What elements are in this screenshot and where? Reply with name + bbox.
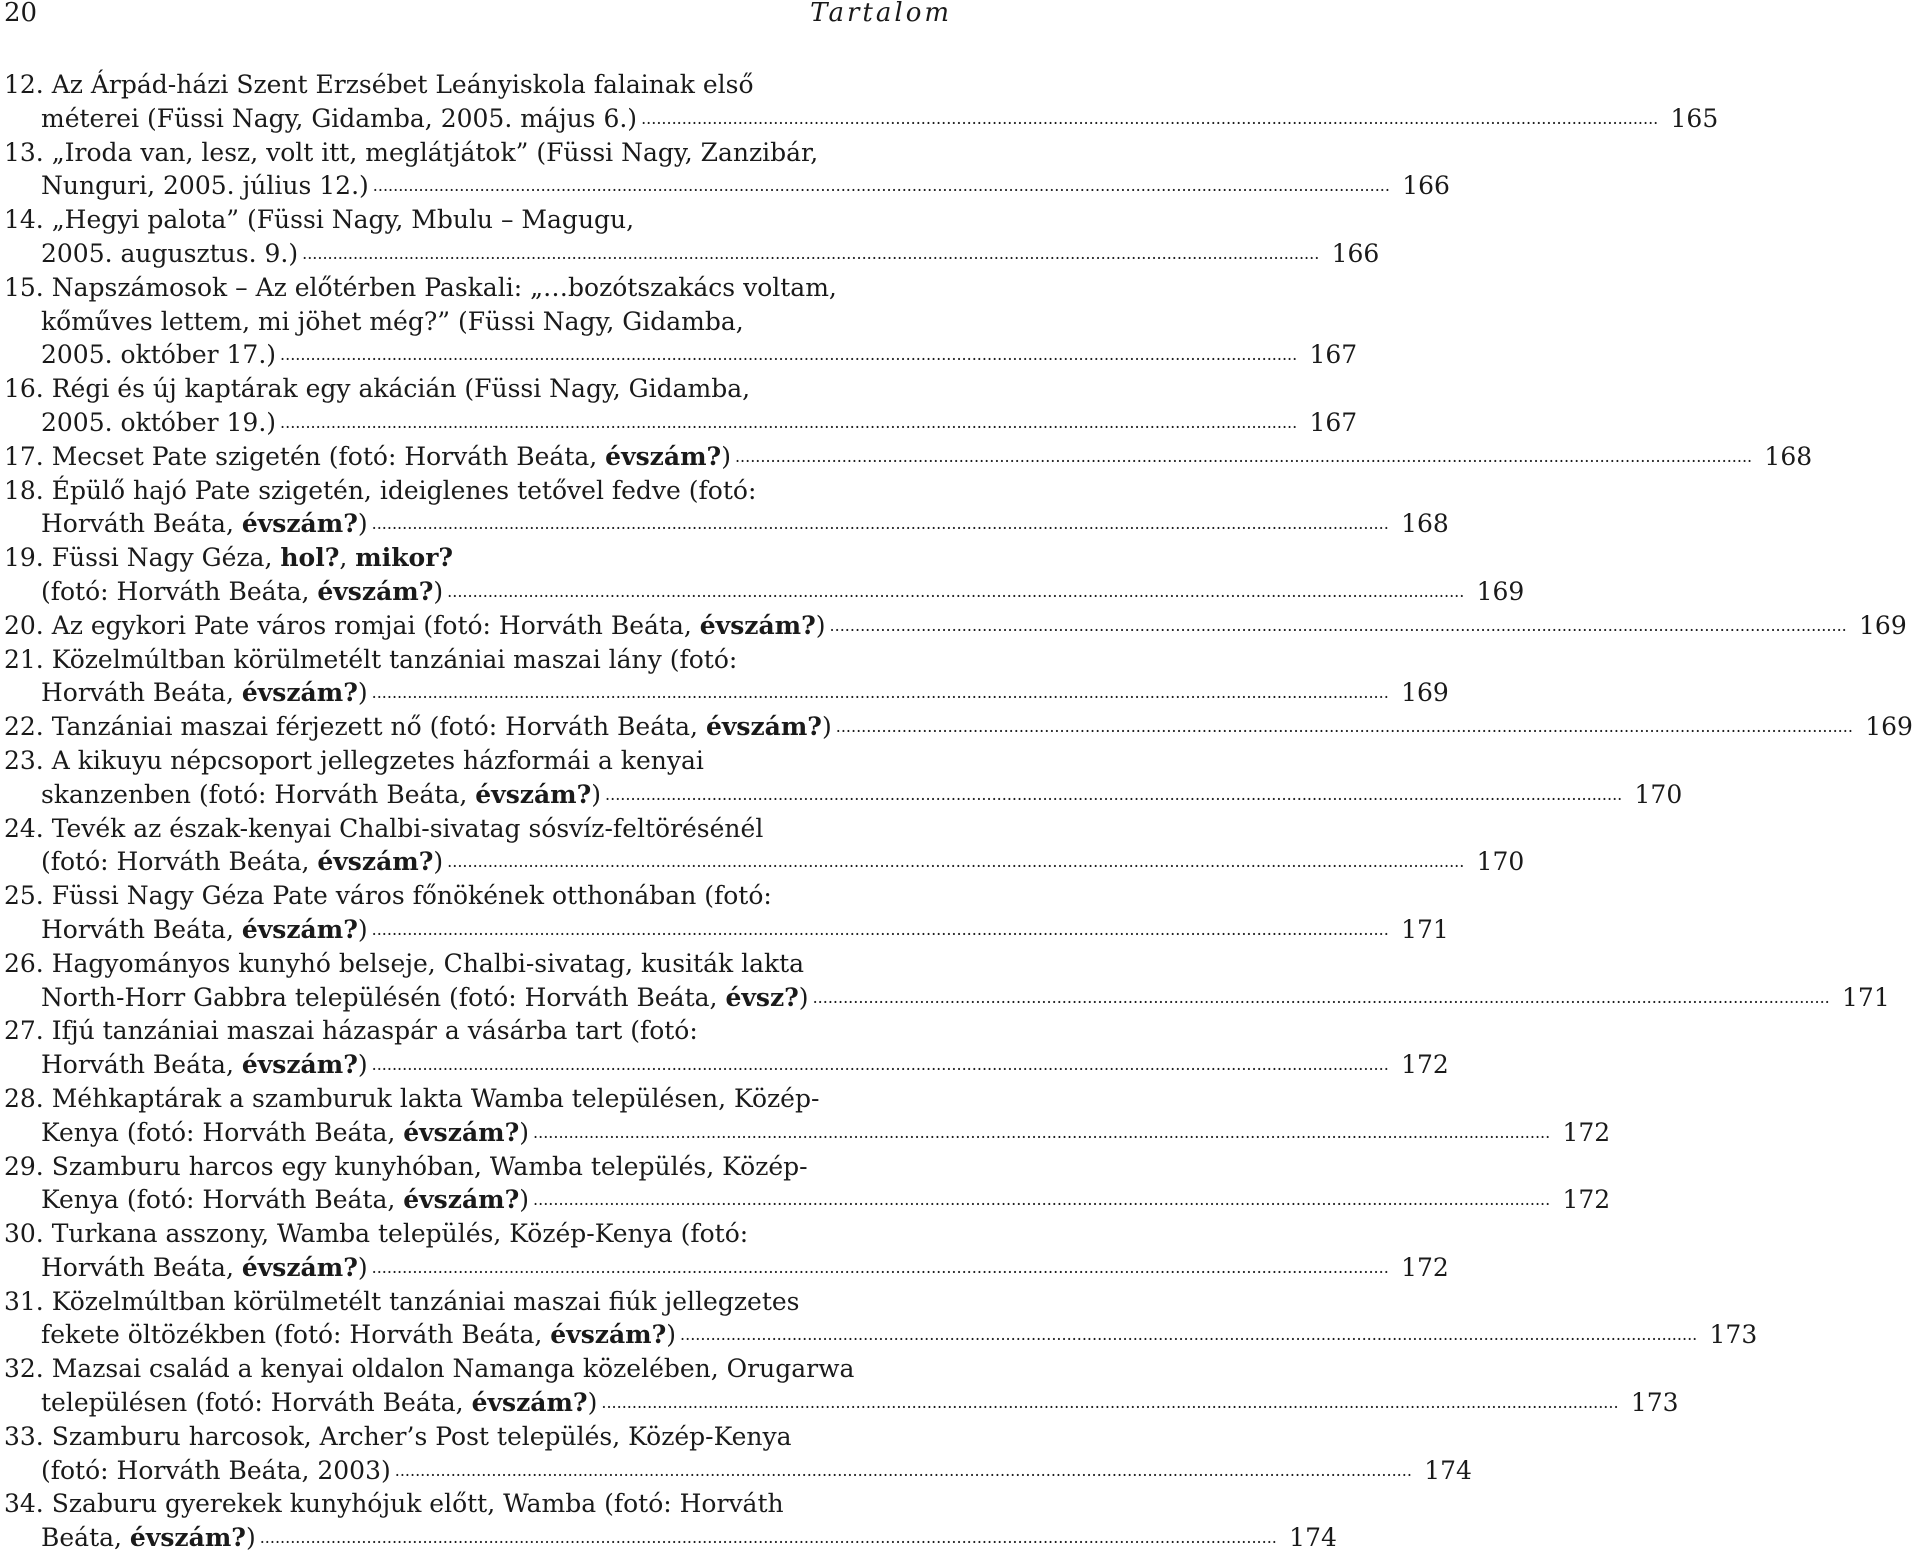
toc-page-number: 168 [1401, 509, 1449, 539]
section-title: Tartalom [810, 0, 952, 28]
toc-entry-text: 2005. október 19.) [41, 407, 277, 437]
bold-text: évszám? [317, 847, 434, 877]
toc-entry-line: 15. Napszámosok – Az előtérben Paskali: „…bozótszakács voltam, [4, 272, 837, 302]
dot-leader: ........................................................................................................................................................................................................ [371, 1257, 1389, 1277]
toc-page-number: 166 [1331, 238, 1380, 268]
toc-entry-line [4, 237, 1380, 271]
toc-entry-line [4, 1454, 1472, 1488]
toc-entry-text: 17. Mecset Pate szigetén (fotó: Horváth Beáta, évszám?) [4, 441, 731, 471]
bold-text: évszám? [241, 914, 358, 944]
toc-entry-line [4, 1183, 1611, 1217]
bold-text: évszám? [475, 779, 592, 809]
toc-entry [4, 1420, 1472, 1488]
toc-page-number: 165 [1670, 103, 1719, 133]
toc-entry-line: 32. Mazsai család a kenyai oldalon Namanga közelében, Orugarwa [4, 1354, 855, 1384]
toc-page-number: 171 [1842, 982, 1890, 1012]
toc-entry-line: 33. Szamburu harcosok, Archer’s Post település, Közép-Kenya [4, 1421, 792, 1451]
dot-leader: ........................................................................................................................................................................................................ [447, 852, 1465, 872]
toc-entry-text: méterei (Füssi Nagy, Gidamba, 2005. május 6.) [41, 103, 638, 133]
toc-page-number: 173 [1709, 1320, 1758, 1350]
toc-entry-line: 19. Füssi Nagy Géza, hol?, mikor? [4, 543, 454, 573]
toc-page-number: 170 [1476, 847, 1525, 877]
dot-leader: ........................................................................................................................................................................................................ [302, 243, 1320, 263]
toc-entry-text: Horváth Beáta, évszám?) [41, 509, 368, 539]
toc-page-number: 169 [1401, 678, 1449, 708]
toc-entry-line [4, 676, 1449, 710]
toc-entry [4, 1014, 1449, 1082]
dot-leader: ........................................................................................................................................................................................................ [394, 1460, 1412, 1480]
toc-entry-text: 2005. október 17.) [41, 340, 277, 370]
toc-entry-line: 23. A kikuyu népcsoport jellegzetes házformái a kenyai [4, 745, 704, 775]
toc-entry [4, 710, 1913, 744]
toc-entry-line: kőműves lettem, mi jöhet még?” (Füssi Nagy, Gidamba, [41, 306, 744, 336]
bold-text: évszám? [403, 1185, 520, 1215]
toc-entry-text: Beáta, évszám?) [41, 1523, 256, 1553]
dot-leader: ........................................................................................................................................................................................................ [829, 615, 1847, 635]
toc-page-number: 174 [1424, 1455, 1472, 1485]
running-header [0, 0, 960, 30]
toc-entry-line: 27. Ifjú tanzániai maszai házaspár a vásárba tart (fotó: [4, 1016, 698, 1046]
dot-leader: ........................................................................................................................................................................................................ [372, 176, 1390, 196]
page-number: 20 [4, 0, 38, 28]
toc-entry [4, 474, 1449, 542]
toc-entry-line: 31. Közelmúltban körülmetélt tanzániai maszai fiúk jellegzetes [4, 1286, 800, 1316]
toc-entry-text: Horváth Beáta, évszám?) [41, 914, 368, 944]
toc-entry [4, 1487, 1337, 1555]
bold-text: évszám? [605, 441, 722, 471]
toc-entry-line [4, 1251, 1449, 1285]
toc-entry-line [4, 913, 1449, 947]
toc-entry-line [4, 710, 1913, 744]
toc-entry-text: Nunguri, 2005. július 12.) [41, 171, 369, 201]
toc-entry [4, 203, 1380, 271]
toc-entry-text: skanzenben (fotó: Horváth Beáta, évszám?) [41, 779, 602, 809]
toc-entry-line: 34. Szaburu gyerekek kunyhójuk előtt, Wamba (fotó: Horváth [4, 1489, 784, 1519]
toc-page-number: 169 [1476, 576, 1525, 606]
toc-entry [4, 744, 1683, 812]
toc-entry-line: 29. Szamburu harcos egy kunyhóban, Wamba település, Közép- [4, 1151, 808, 1181]
dot-leader: ........................................................................................................................................................................................................ [835, 717, 1853, 737]
toc-entry [4, 271, 1358, 372]
toc-entry-text: (fotó: Horváth Beáta, évszám?) [41, 576, 444, 606]
dot-leader: ........................................................................................................................................................................................................ [812, 987, 1830, 1007]
toc-entry-text: Horváth Beáta, évszám?) [41, 1252, 368, 1282]
toc-entry-line: 21. Közelmúltban körülmetélt tanzániai maszai lány (fotó: [4, 644, 738, 674]
toc-entry [4, 879, 1449, 947]
dot-leader: ........................................................................................................................................................................................................ [680, 1325, 1698, 1345]
toc-entry-line: 28. Méhkaptárak a szamburuk lakta Wamba településen, Közép- [4, 1083, 820, 1113]
toc-entry [4, 1352, 1679, 1420]
toc-page-number: 168 [1764, 441, 1813, 471]
toc-entry-line [4, 1116, 1611, 1150]
toc-page-number: 173 [1630, 1388, 1679, 1418]
toc-entry-line [4, 845, 1525, 879]
toc-entry-line [4, 406, 1358, 440]
toc-page-number: 172 [1401, 1252, 1449, 1282]
toc-entry-text: 2005. augusztus. 9.) [41, 238, 299, 268]
toc-entry-line [4, 338, 1358, 372]
bold-text: évszám? [241, 1050, 358, 1080]
toc-entry [4, 372, 1358, 440]
toc-entry-line: 26. Hagyományos kunyhó belseje, Chalbi-sivatag, kusiták lakta [4, 948, 805, 978]
toc-entry-line: 25. Füssi Nagy Géza Pate város főnökének otthonában (fotó: [4, 881, 772, 911]
toc-entry-line [4, 440, 1813, 474]
toc-entry-line: 24. Tevék az észak-kenyai Chalbi-sivatag sósvíz-feltörésénél [4, 813, 764, 843]
bold-text: évszám? [471, 1388, 588, 1418]
toc-entry-line [4, 102, 1719, 136]
bold-text: évszám? [403, 1117, 520, 1147]
toc-entry [4, 643, 1449, 711]
toc-entry [4, 541, 1525, 609]
toc-entry-line [4, 981, 1890, 1015]
dot-leader: ........................................................................................................................................................................................................ [280, 412, 1298, 432]
dot-leader: ........................................................................................................................................................................................................ [533, 1122, 1551, 1142]
bold-text: hol? [280, 543, 340, 573]
toc-entry-line [4, 609, 1907, 643]
dot-leader: ........................................................................................................................................................................................................ [605, 784, 1623, 804]
toc-entry-line [4, 1521, 1337, 1555]
toc-entry-text: North-Horr Gabbra településén (fotó: Horváth Beáta, évsz?) [41, 982, 809, 1012]
toc-entry-text: Horváth Beáta, évszám?) [41, 678, 368, 708]
toc-entry [4, 609, 1907, 643]
dot-leader: ........................................................................................................................................................................................................ [280, 345, 1298, 365]
toc-entry-line [4, 575, 1525, 609]
dot-leader: ........................................................................................................................................................................................................ [371, 1055, 1389, 1075]
toc-entry-text: 20. Az egykori Pate város romjai (fotó: Horváth Beáta, évszám?) [4, 610, 826, 640]
bold-text: évszám? [550, 1320, 667, 1350]
toc-page-number: 172 [1562, 1117, 1611, 1147]
toc-entry-line: 16. Régi és új kaptárak egy akácián (Füssi Nagy, Gidamba, [4, 374, 751, 404]
toc-page-number: 169 [1865, 712, 1913, 742]
bold-text: évszám? [705, 712, 822, 742]
toc-entry-text: (fotó: Horváth Beáta, évszám?) [41, 847, 444, 877]
toc-entry-text: településen (fotó: Horváth Beáta, évszám?) [41, 1388, 598, 1418]
toc-page-number: 169 [1859, 610, 1907, 640]
toc-page-number: 167 [1309, 340, 1358, 370]
bold-text: évszám? [699, 610, 816, 640]
dot-leader: ........................................................................................................................................................................................................ [371, 919, 1389, 939]
toc-entry-line: 18. Épülő hajó Pate szigetén, ideiglenes tetővel fedve (fotó: [4, 475, 757, 505]
toc-entry-line: 12. Az Árpád-házi Szent Erzsébet Leányiskola falainak első [4, 70, 754, 99]
dot-leader: ........................................................................................................................................................................................................ [371, 514, 1389, 534]
toc-page-number: 167 [1309, 407, 1358, 437]
bold-text: mikor? [355, 543, 454, 573]
toc-page-number: 170 [1634, 779, 1683, 809]
toc-entry [4, 1150, 1611, 1218]
toc-entry-line: 14. „Hegyi palota” (Füssi Nagy, Mbulu – Magugu, [4, 205, 635, 235]
toc-page-number: 171 [1401, 914, 1449, 944]
toc-entry [4, 440, 1813, 474]
toc-page-number: 166 [1402, 171, 1450, 201]
bold-text: évszám? [241, 1252, 358, 1282]
toc-entry-line [4, 1318, 1758, 1352]
toc-entry [4, 1082, 1611, 1150]
toc-entry-text: Horváth Beáta, évszám?) [41, 1050, 368, 1080]
toc-entry-text: 22. Tanzániai maszai férjezett nő (fotó: Horváth Beáta, évszám?) [4, 712, 832, 742]
toc-entry-text: Kenya (fotó: Horváth Beáta, évszám?) [41, 1185, 530, 1215]
bold-text: évszám? [129, 1523, 246, 1553]
dot-leader: ........................................................................................................................................................................................................ [601, 1393, 1619, 1413]
toc-entry-line [4, 778, 1683, 812]
dot-leader: ........................................................................................................................................................................................................ [371, 683, 1389, 703]
toc-entry [4, 812, 1525, 880]
toc-entry-line: 30. Turkana asszony, Wamba település, Közép-Kenya (fotó: [4, 1219, 749, 1249]
table-of-contents [4, 68, 1913, 1555]
dot-leader: ........................................................................................................................................................................................................ [734, 446, 1753, 466]
toc-entry-line [4, 1386, 1679, 1420]
bold-text: évszám? [241, 509, 358, 539]
toc-entry [4, 1285, 1758, 1353]
toc-entry [4, 68, 1719, 136]
bold-text: évszám? [241, 678, 358, 708]
toc-entry-line [4, 169, 1450, 203]
toc-entry [4, 1217, 1449, 1285]
dot-leader: ........................................................................................................................................................................................................ [259, 1528, 1277, 1548]
toc-entry-line [4, 1048, 1449, 1082]
toc-entry-line: 13. „Iroda van, lesz, volt itt, meglátjátok” (Füssi Nagy, Zanzibár, [4, 137, 819, 167]
toc-entry-line [4, 507, 1449, 541]
dot-leader: ........................................................................................................................................................................................................ [447, 581, 1465, 601]
toc-entry [4, 136, 1450, 204]
toc-page-number: 174 [1289, 1523, 1337, 1553]
toc-entry-text: (fotó: Horváth Beáta, 2003) [41, 1455, 391, 1485]
toc-entry [4, 947, 1890, 1015]
dot-leader: ........................................................................................................................................................................................................ [533, 1190, 1551, 1210]
toc-entry-text: Kenya (fotó: Horváth Beáta, évszám?) [41, 1117, 530, 1147]
toc-page-number: 172 [1562, 1185, 1611, 1215]
toc-entry-text: fekete öltözékben (fotó: Horváth Beáta, évszám?) [41, 1320, 677, 1350]
bold-text: évsz? [725, 982, 799, 1012]
bold-text: évszám? [317, 576, 434, 606]
dot-leader: ........................................................................................................................................................................................................ [641, 108, 1659, 128]
toc-page-number: 172 [1401, 1050, 1449, 1080]
